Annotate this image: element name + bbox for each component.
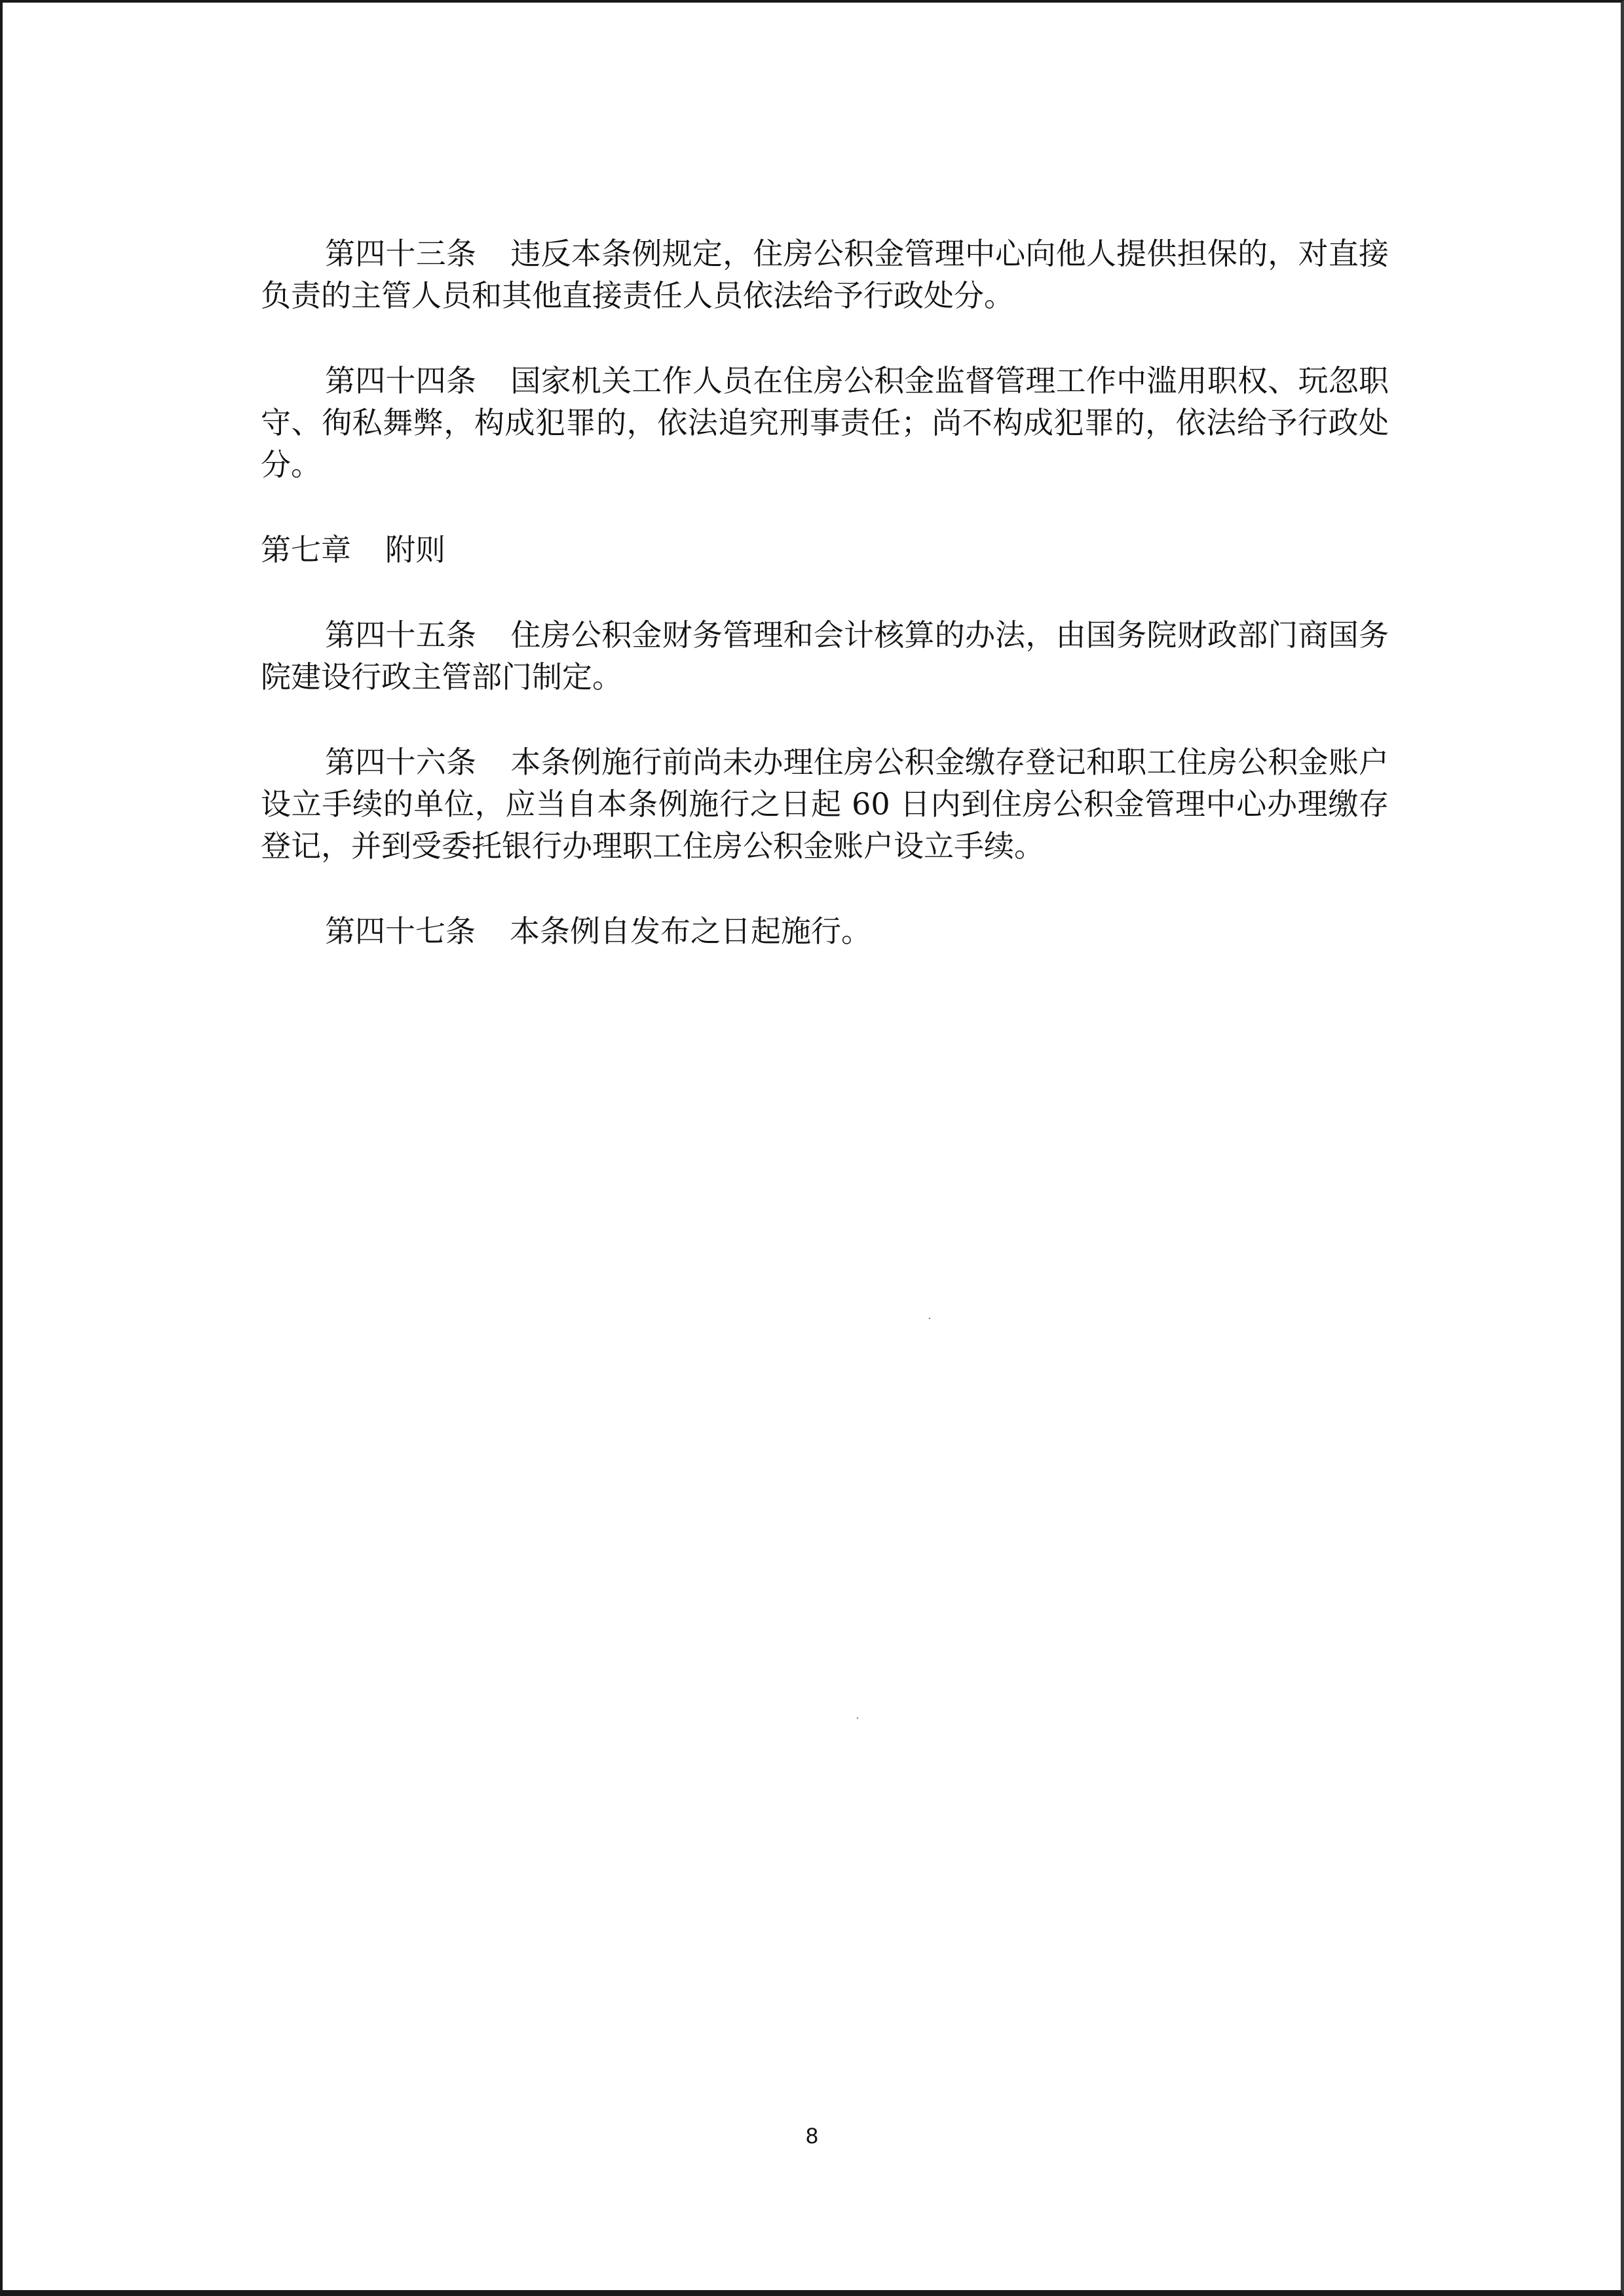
chapter-heading — [261, 529, 1389, 571]
page-number: 8 — [806, 2124, 818, 2149]
scan-speck — [857, 1717, 858, 1719]
article-43 — [261, 233, 1389, 316]
article-number: 第四十七条 — [325, 913, 476, 949]
article-text: 国家机关工作人员在住房公积金监督管理工作中滥用职权、玩忽职守、徇私舞弊，构成犯罪的，依法追究刑事责任；尚不构成犯罪的，依法给予行政处分。 — [261, 363, 1389, 482]
chapter-number: 第七章 — [261, 532, 351, 567]
document-body — [261, 233, 1389, 995]
article-number: 第四十三条 — [325, 236, 477, 271]
article-text: 本条例自发布之日起施行。 — [510, 913, 871, 949]
article-46 — [261, 741, 1389, 867]
article-number: 第四十六条 — [325, 744, 477, 780]
article-text: 本条例施行前尚未办理住房公积金缴存登记和职工住房公积金账户设立手续的单位，应当自本条例施行之日起 60 日内到住房公积金管理中心办理缴存登记，并到受委托银行办理职工住房公积金账户设立手续。 — [261, 744, 1389, 864]
scan-speck — [929, 1318, 930, 1319]
article-number: 第四十五条 — [325, 617, 477, 653]
chapter-title: 附则 — [385, 532, 445, 567]
article-45 — [261, 614, 1389, 698]
article-text: 住房公积金财务管理和会计核算的办法，由国务院财政部门商国务院建设行政主管部门制定。 — [261, 617, 1389, 695]
article-text: 违反本条例规定，住房公积金管理中心向他人提供担保的，对直接负责的主管人员和其他直接责任人员依法给予行政处分。 — [261, 236, 1389, 313]
article-number: 第四十四条 — [325, 363, 477, 398]
article-47 — [261, 910, 1389, 952]
article-44 — [261, 360, 1389, 486]
